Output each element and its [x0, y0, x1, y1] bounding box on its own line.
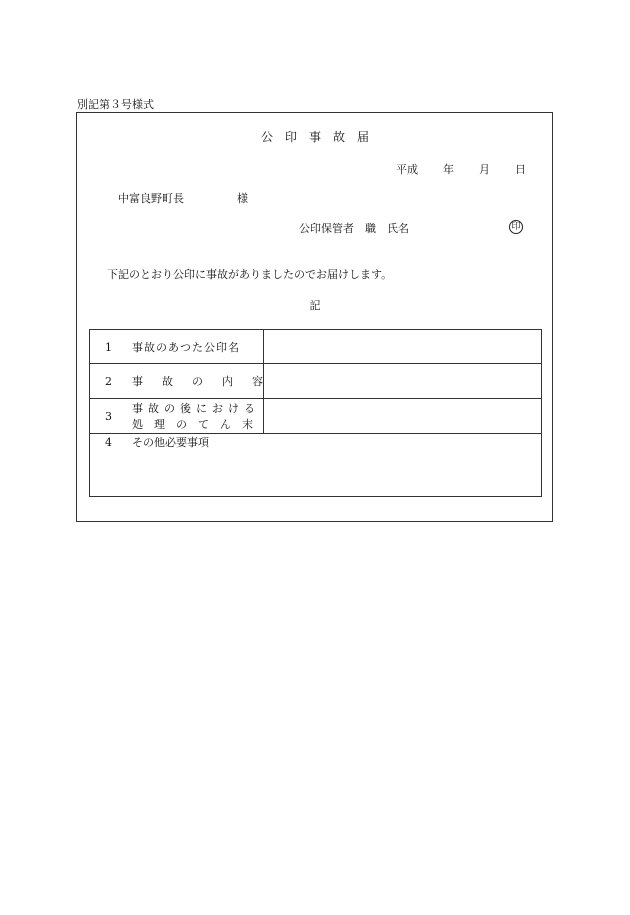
row-3-label-line2: 処理のてん末 [132, 418, 264, 431]
row-2-label: 事故の内容 [132, 375, 282, 388]
detail-table [89, 329, 542, 497]
addressee: 中富良野町長 [118, 192, 184, 205]
row-3-number: 3 [105, 410, 112, 423]
row-divider [90, 398, 541, 399]
addressee-honorific: 様 [237, 192, 248, 205]
form-number-label: 別記第３号様式 [77, 98, 154, 111]
date-month-label: 月 [479, 163, 490, 176]
date-era: 平成 [396, 163, 418, 176]
row-3-label-line1: 事故の後における [132, 402, 260, 415]
custodian-title-name-label: 公印保管者 職 氏名 [299, 222, 409, 235]
ki-heading: 記 [309, 299, 321, 312]
body-text: 下記のとおり公印に事故がありましたのでお届けします。 [107, 268, 393, 281]
row-1-label: 事故のあつた公印名 [132, 341, 240, 354]
row-4-number: 4 [105, 436, 112, 449]
row-divider [90, 363, 541, 364]
seal-mark-icon: 印 [509, 220, 523, 234]
row-1-number: 1 [105, 341, 112, 354]
row-divider [90, 433, 541, 434]
row-2-number: 2 [105, 375, 112, 388]
date-day-label: 日 [515, 163, 526, 176]
row-4-label: その他必要事項 [132, 436, 209, 449]
date-year-label: 年 [443, 163, 454, 176]
document-title: 公 印 事 故 届 [260, 130, 369, 144]
